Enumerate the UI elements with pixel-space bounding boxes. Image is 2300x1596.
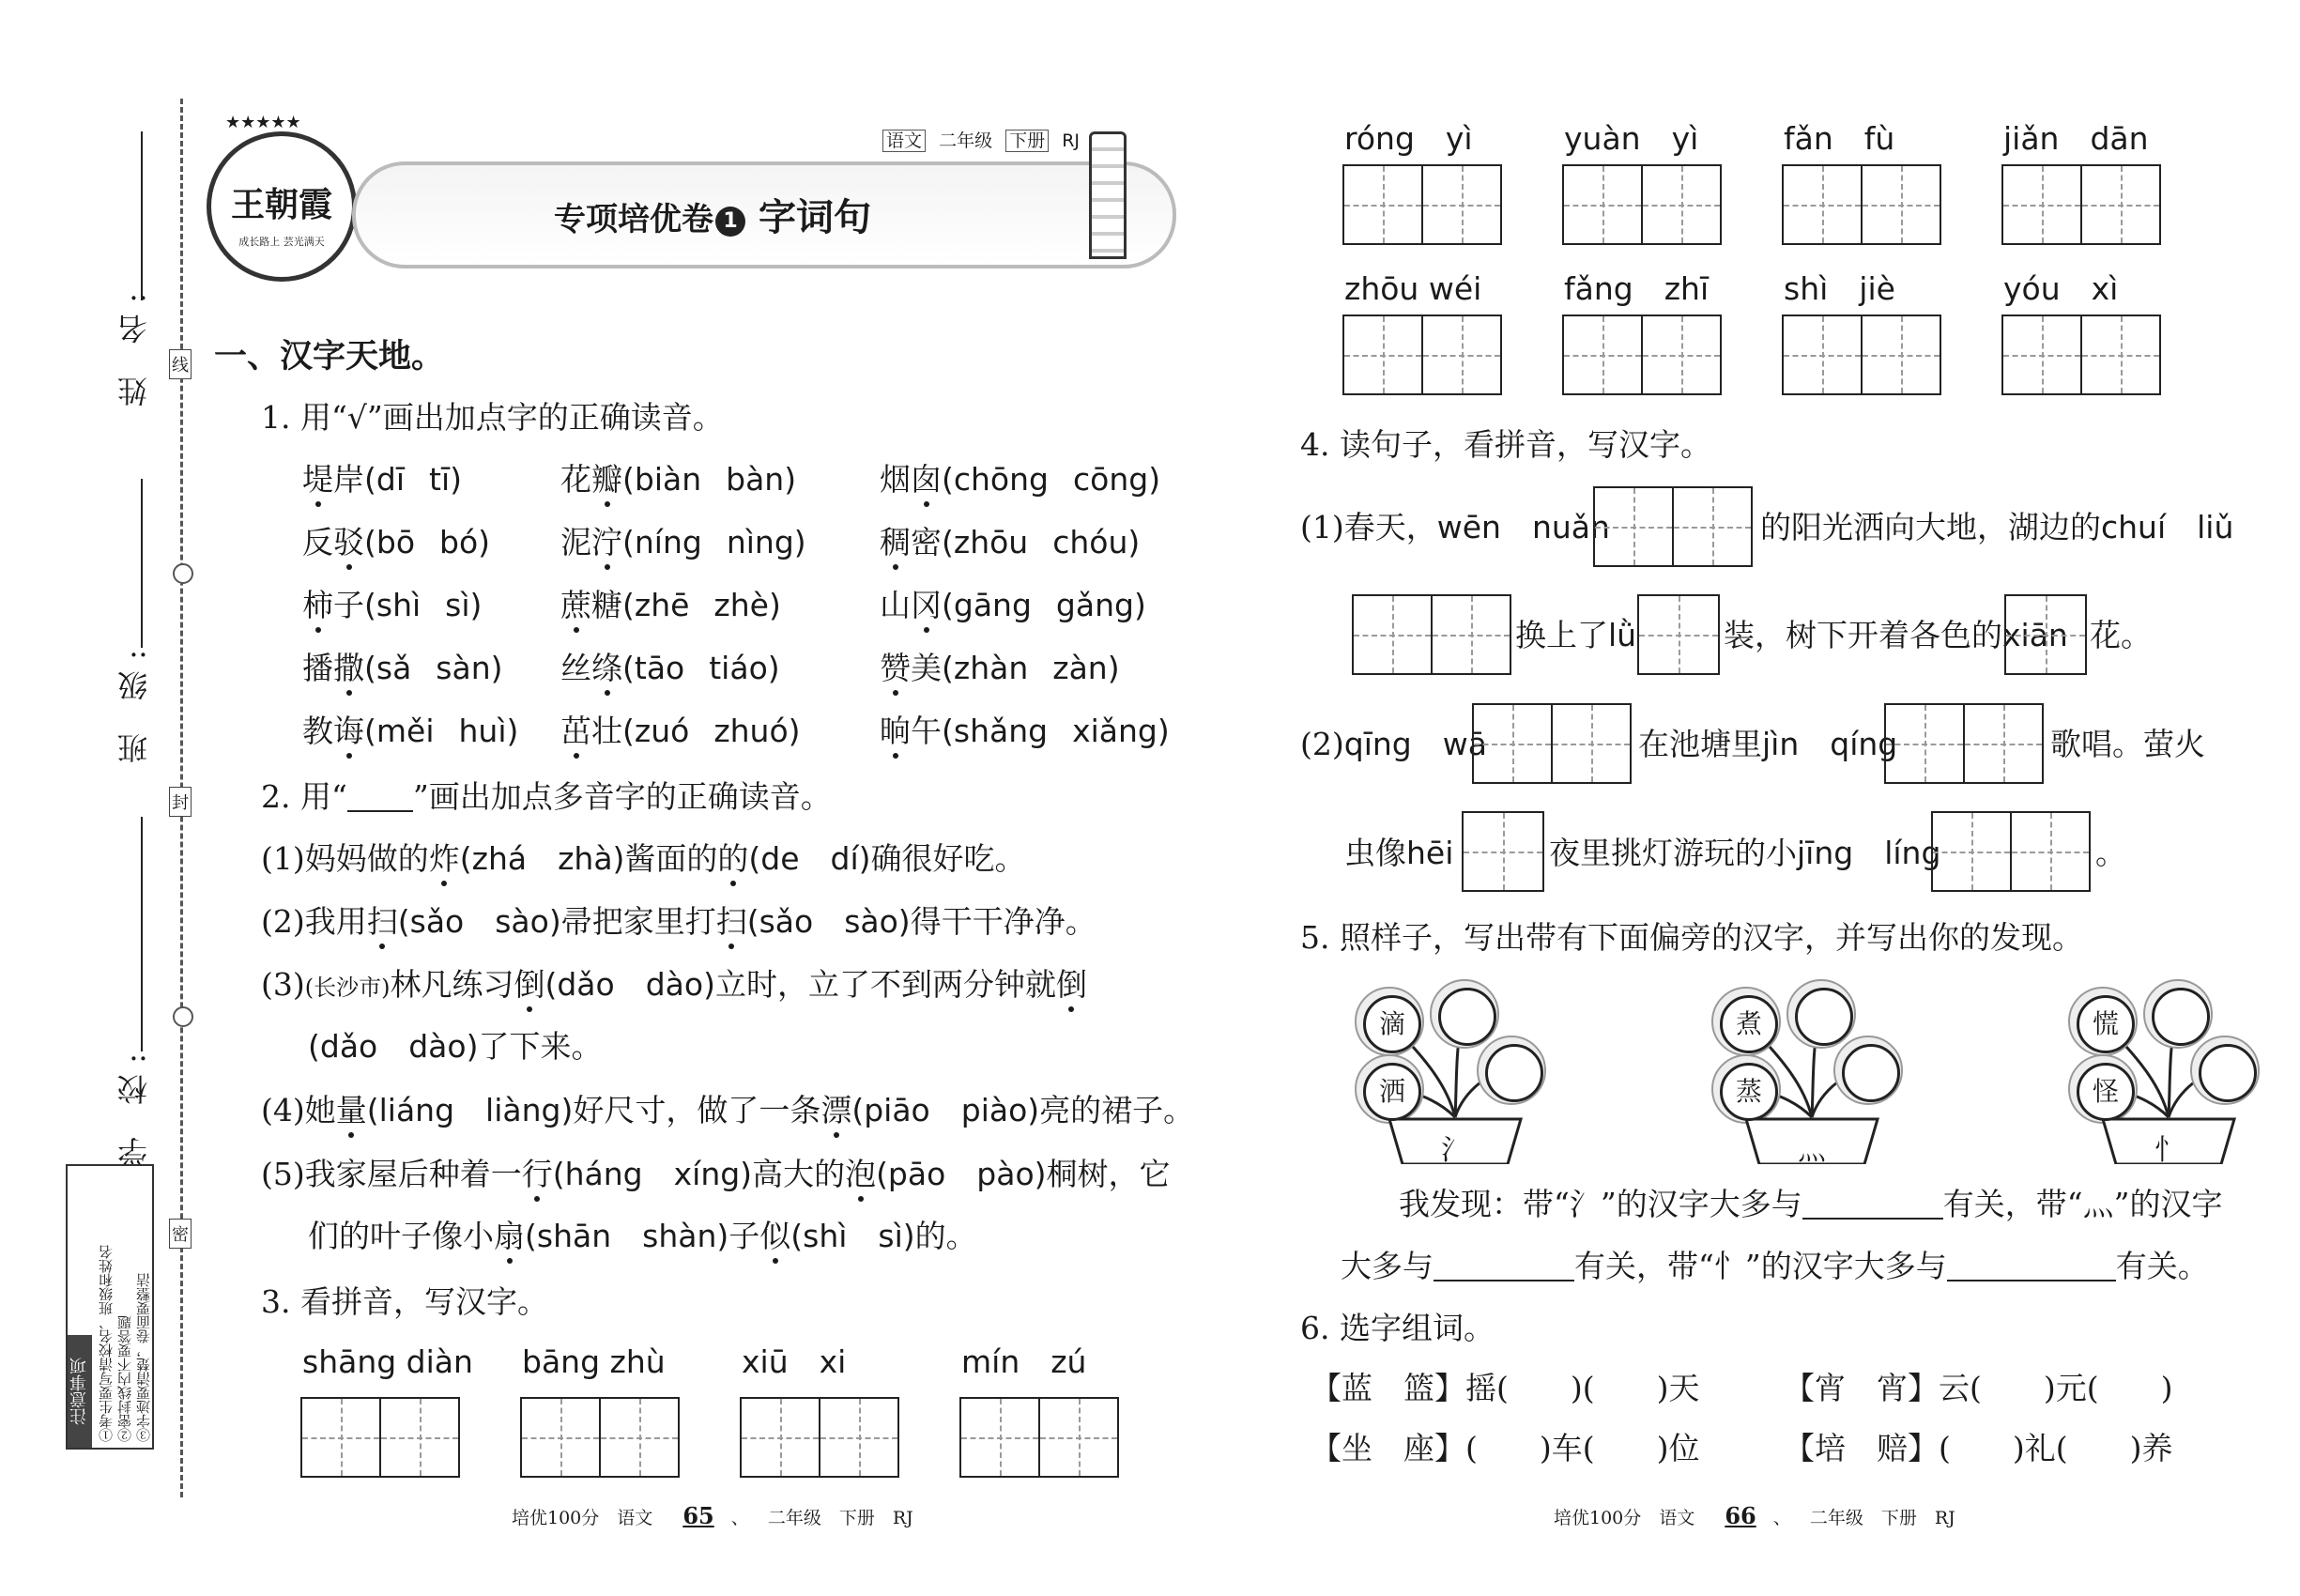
pinyin-choice[interactable]: (liáng liàng) — [366, 1092, 574, 1128]
pinyin-option-a[interactable]: zhàn — [953, 650, 1029, 686]
pinyin-options[interactable]: (sǎ sàn) — [364, 650, 503, 686]
pinyin-options[interactable]: (měi huì) — [364, 713, 519, 749]
writing-box[interactable] — [1562, 164, 1722, 245]
q1-item — [302, 587, 483, 623]
pinyin: hēi — [1406, 835, 1454, 871]
pinyin-choice[interactable]: (sǎo sào) — [746, 903, 911, 940]
q4-line-2b: 装，树下开着各色的xiān — [1724, 617, 2068, 653]
q3-pinyin-label: róng yì — [1344, 120, 1473, 157]
pinyin-options[interactable]: (zhē zhè) — [622, 587, 781, 623]
q4-line-2: 换上了lǜ — [1515, 617, 1637, 653]
pinyin-option-b[interactable]: zàn — [1052, 650, 1108, 686]
page-number: 65 — [682, 1502, 714, 1529]
answer-circle[interactable] — [2152, 988, 2210, 1046]
dotted-char: 扫 — [715, 903, 747, 940]
pinyin-options[interactable]: (dī tī) — [364, 461, 462, 498]
word-text: 丝绦 — [560, 650, 622, 686]
q2-sentence-3-cont[interactable]: (dǎo dào)了下来。 — [308, 1028, 603, 1065]
q4-line-4: 虫像hēi — [1344, 835, 1454, 871]
underline-sample — [347, 810, 413, 812]
q3-pinyin-label: fǎng zhī — [1564, 270, 1710, 307]
pinyin-choice[interactable]: (piāo piào) — [851, 1092, 1040, 1128]
pinyin: chuí liǔ — [2101, 509, 2234, 545]
q3-pinyin-label: fǎn fù — [1784, 120, 1895, 157]
pinyin-option-a[interactable]: tāo — [634, 650, 685, 686]
writing-box[interactable] — [740, 1397, 899, 1478]
word-text: 反驳 — [302, 524, 364, 560]
q1-item — [560, 713, 801, 749]
lighthouse-icon — [1089, 131, 1127, 259]
q1-prompt: 1. 用“√”画出加点字的正确读音。 — [261, 399, 724, 436]
meta-row — [882, 127, 1080, 152]
q1-item — [880, 587, 1146, 623]
example-char: 怪 — [2077, 1063, 2135, 1121]
pinyin-option-a[interactable]: chōng — [953, 461, 1049, 498]
q3-pinyin-label: zhōu wéi — [1344, 270, 1482, 307]
binding-hole-icon — [173, 1006, 193, 1027]
q1-item — [880, 524, 1141, 560]
answer-circle[interactable] — [1795, 988, 1853, 1046]
writing-box[interactable] — [2004, 594, 2087, 675]
q6-row-1b[interactable]: 【宵 宵】云( )元( ) — [1784, 1370, 2173, 1406]
pinyin: qīng wā — [1343, 726, 1487, 762]
q1-item — [302, 650, 503, 686]
word-text: 稠密 — [880, 524, 942, 560]
q1-item — [302, 461, 462, 498]
q4-line-3: (2)qīng wā — [1300, 726, 1487, 762]
answer-circle[interactable] — [1485, 1044, 1543, 1102]
note-2: ②密封线内不要答题 — [116, 1315, 133, 1442]
example-char: 洒 — [1363, 1063, 1421, 1121]
q1-word — [880, 587, 942, 623]
q4-prompt: 4. 读句子，看拼音，写汉字。 — [1300, 426, 1711, 463]
title-topic: 字词句 — [759, 196, 871, 239]
pinyin-option-a[interactable]: gāng — [953, 587, 1032, 623]
q1-item — [560, 524, 806, 560]
pinyin: xiān — [2002, 617, 2068, 653]
pinyin-options[interactable]: (biàn bàn) — [622, 461, 797, 498]
word-text: 教诲 — [302, 713, 364, 749]
pinyin-option-a[interactable]: zhē — [634, 587, 690, 623]
dotted-char: 炸 — [428, 840, 460, 877]
name-label: 姓 名: — [116, 282, 152, 407]
pinyin-option-b[interactable]: tī — [429, 461, 451, 498]
writing-box[interactable] — [1884, 703, 2044, 784]
q4-line-4c: 。 — [2095, 835, 2126, 871]
q3-pinyin-label: shì jiè — [1784, 270, 1895, 307]
pinyin-option-b[interactable]: nìng — [726, 524, 794, 560]
q1-item — [302, 713, 519, 749]
meta-volume: 下册 — [1005, 130, 1049, 152]
pinyin: jìn qíng — [1762, 726, 1898, 762]
pinyin-options[interactable]: (gāng gǎng) — [942, 587, 1146, 623]
q2-sentence-5-cont: 们的叶子像小扇(shān shàn)子似(shì sì)的。 — [308, 1218, 977, 1254]
pinyin-option-b[interactable]: sì — [445, 587, 470, 623]
class-underline[interactable] — [141, 479, 143, 648]
writing-box[interactable] — [1342, 164, 1502, 245]
word-text: 花瓣 — [560, 461, 622, 498]
q2-sentence-3: (3)(长沙市)林凡练习倒(dǎo dào)立时，立了不到两分钟就倒 — [261, 966, 1087, 1003]
word-text: 蔗糖 — [560, 587, 622, 623]
dotted-char: 扫 — [366, 903, 398, 940]
seal-char-2: 封 — [169, 787, 192, 817]
q3-pinyin-label: bāng zhù — [522, 1343, 666, 1380]
school-underline[interactable] — [141, 817, 143, 1051]
meta-edition: RJ — [1062, 130, 1080, 151]
binding-strip — [0, 0, 188, 1596]
q2-sentence-4: (4)她量(liáng liàng)好尺寸，做了一条漂(piāo piào)亮的裙子。 — [261, 1092, 1195, 1128]
pinyin-options[interactable]: (shǎng xiǎng) — [942, 713, 1170, 749]
q6-prompt: 6. 选字组词。 — [1300, 1310, 1495, 1346]
word-text: 山冈 — [880, 587, 942, 623]
pinyin-options[interactable]: (chōng cōng) — [942, 461, 1161, 498]
meta-grade: 二年级 — [939, 130, 993, 151]
q4-line-1b: 的阳光洒向大地，湖边的chuí liǔ — [1760, 509, 2234, 545]
brand-logo — [207, 131, 357, 282]
writing-box[interactable] — [520, 1397, 680, 1478]
note-1: ①考生要写清校名、班级和姓名 — [98, 1245, 115, 1442]
q4-line-3b: 在池塘里jìn qíng — [1638, 726, 1898, 762]
word-text: 柿子 — [302, 587, 364, 623]
word-text: 晌午 — [880, 713, 942, 749]
meta-subject: 语文 — [882, 130, 926, 152]
name-underline[interactable] — [141, 131, 143, 300]
footer-right: 培优100分 语文 66 、 二年级 下册 RJ — [1554, 1502, 1955, 1529]
q2-prompt-post: ”画出加点多音字的正确读音。 — [412, 778, 832, 815]
q1-item — [880, 650, 1120, 686]
pinyin-choice[interactable]: (shān shàn) — [525, 1218, 729, 1254]
pinyin-option-b[interactable]: cōng — [1073, 461, 1149, 498]
q5-prompt: 5. 照样子，写出带有下面偏旁的汉字，并写出你的发现。 — [1300, 919, 2083, 956]
star-icon: ★★★★★ — [225, 113, 301, 132]
flower-pot-diagram — [2065, 976, 2272, 1167]
dotted-char: 倒 — [1055, 966, 1087, 1003]
note-3: ③字迹要清楚，卷面要整洁 — [135, 1273, 152, 1442]
title-text: 专项培优卷 — [554, 201, 713, 238]
class-label: 班 级: — [116, 638, 152, 763]
pinyin: jīng líng — [1797, 835, 1941, 871]
dotted-char: 的 — [717, 840, 749, 877]
q1-item — [560, 650, 780, 686]
section-1-title: 一、汉字天地。 — [214, 337, 445, 376]
pinyin-option-b[interactable]: bàn — [726, 461, 785, 498]
q2-prompt — [261, 778, 832, 815]
q1-word — [560, 461, 622, 498]
writing-box[interactable] — [2001, 315, 2161, 395]
writing-box[interactable] — [1562, 315, 1722, 395]
pinyin-option-a[interactable]: zuó — [634, 713, 690, 749]
q1-item — [560, 587, 781, 623]
q3-pinyin-label: mín zú — [961, 1343, 1087, 1380]
pinyin-option-b[interactable]: sàn — [436, 650, 491, 686]
q1-item — [880, 461, 1161, 498]
q3-pinyin-label: yóu xì — [2003, 270, 2119, 307]
q3-pinyin-label: jiǎn dān — [2003, 120, 2149, 157]
q1-word — [880, 524, 942, 560]
school-label: 学 校: — [116, 1042, 152, 1167]
pinyin: lǜ — [1608, 617, 1637, 653]
answer-circle[interactable] — [1842, 1044, 1900, 1102]
writing-box[interactable] — [1782, 315, 1941, 395]
pinyin-option-a[interactable]: sǎ — [376, 650, 412, 686]
q1-word — [302, 650, 364, 686]
writing-box[interactable] — [1782, 164, 1941, 245]
pinyin-choice[interactable]: (zhá zhà) — [459, 840, 625, 877]
city-tag: (长沙市) — [304, 974, 391, 1001]
q6-row-1a[interactable]: 【蓝 篮】摇( )( )天 — [1311, 1370, 1700, 1406]
q1-word — [880, 461, 942, 498]
q1-word — [560, 713, 622, 749]
pinyin-option-a[interactable]: zhōu — [953, 524, 1029, 560]
q3-pinyin-label: shāng diàn — [302, 1343, 473, 1380]
pinyin-options[interactable]: (bō bó) — [364, 524, 491, 560]
q5-finding-1: 我发现：带“氵”的汉字大多与 有关，带“灬”的汉字 — [1399, 1186, 2223, 1222]
notes-box — [66, 1164, 154, 1450]
q2-sentence-1: (1)妈妈做的炸(zhá zhà)酱面的的(de dí)确很好吃。 — [261, 840, 1026, 877]
pinyin-options[interactable]: (zhōu chóu) — [942, 524, 1141, 560]
pinyin-options[interactable]: (zhàn zàn) — [942, 650, 1120, 686]
writing-box[interactable] — [1472, 703, 1632, 784]
pinyin-choice[interactable]: (sǎo sào) — [397, 903, 561, 940]
pinyin-option-b[interactable]: zhuó — [713, 713, 789, 749]
radical-label: 忄 — [2154, 1134, 2183, 1167]
binding-hole-icon — [173, 563, 193, 584]
q4-line-1: (1)春天，wēn nuǎn — [1300, 509, 1610, 545]
brand-name: 王朝霞 — [230, 185, 332, 224]
q3-pinyin-label: yuàn yì — [1564, 120, 1699, 157]
seal-char-1: 线 — [169, 349, 192, 379]
example-char: 煮 — [1720, 995, 1778, 1053]
q1-item — [302, 524, 491, 560]
q5-finding-2: 大多与 有关，带“忄”的汉字大多与 有关。 — [1341, 1248, 2209, 1284]
example-char: 蒸 — [1720, 1063, 1778, 1121]
pinyin-option-a[interactable]: shì — [376, 587, 422, 623]
title-number-badge: 1 — [715, 207, 745, 237]
answer-circle[interactable] — [1438, 988, 1496, 1046]
pinyin: wēn nuǎn — [1436, 509, 1610, 545]
pinyin-option-a[interactable]: dī — [376, 461, 405, 498]
q2-sentence-2: (2)我用扫(sǎo sào)帚把家里打扫(sǎo sào)得干干净净。 — [261, 903, 1096, 940]
word-text: 赞美 — [880, 650, 942, 686]
q1-word — [302, 587, 364, 623]
q1-word — [880, 650, 942, 686]
pinyin-choice[interactable]: (pāo pào) — [876, 1156, 1047, 1192]
footer-mark: 、 — [1772, 1508, 1791, 1528]
pinyin-option-b[interactable]: xiǎng — [1072, 713, 1158, 749]
writing-box[interactable] — [2001, 164, 2161, 245]
q6-row-2b[interactable]: 【培 赔】( )礼( )养 — [1784, 1430, 2173, 1466]
pinyin-options[interactable]: (tāo tiáo) — [622, 650, 780, 686]
pinyin-option-b[interactable]: huì — [458, 713, 507, 749]
q3-prompt: 3. 看拼音，写汉字。 — [261, 1283, 548, 1320]
q4-line-3c: 歌唱。萤火 — [2050, 726, 2205, 762]
brand-motto: 成长路上 芸光满天 — [238, 236, 325, 248]
dotted-char: 量 — [335, 1092, 367, 1128]
word-text: 播撒 — [302, 650, 364, 686]
dotted-char: 倒 — [514, 966, 545, 1003]
q4-line-4b: 夜里挑灯游玩的小jīng líng — [1549, 835, 1941, 871]
q1-word — [560, 524, 622, 560]
pinyin-option-b[interactable]: tiáo — [709, 650, 768, 686]
pinyin-options[interactable]: (níng nìng) — [622, 524, 806, 560]
answer-line[interactable] — [1802, 1218, 1943, 1220]
dotted-char: 扇 — [494, 1218, 525, 1254]
flower-pot-diagram — [1709, 976, 1915, 1167]
dotted-char: 行 — [521, 1156, 553, 1192]
q1-word — [302, 713, 364, 749]
pinyin-option-a[interactable]: biàn — [634, 461, 702, 498]
pinyin-option-b[interactable]: gǎng — [1055, 587, 1134, 623]
notes-title: 注意事项 — [68, 1335, 92, 1448]
page-title — [554, 188, 871, 241]
word-text: 茁壮 — [560, 713, 622, 749]
q1-word — [560, 650, 622, 686]
pinyin-option-a[interactable]: níng — [634, 524, 702, 560]
footer-mark: 、 — [730, 1508, 749, 1528]
radical-label: 氵 — [1441, 1134, 1469, 1167]
pinyin-options[interactable]: (zuó zhuó) — [622, 713, 801, 749]
seal-char-3: 密 — [169, 1219, 192, 1249]
q6-row-2a[interactable]: 【坐 座】( )车( )位 — [1311, 1430, 1700, 1466]
writing-box[interactable] — [300, 1397, 460, 1478]
q2-sentence-5: (5)我家屋后种着一行(háng xíng)高大的泡(pāo pào)桐树，它 — [261, 1156, 1171, 1192]
writing-box[interactable] — [1637, 594, 1720, 675]
writing-box[interactable] — [959, 1397, 1119, 1478]
pinyin-options[interactable]: (shì sì) — [364, 587, 483, 623]
flower-pot-diagram — [1352, 976, 1558, 1167]
q1-word — [302, 461, 364, 498]
writing-box[interactable] — [1593, 486, 1753, 567]
q1-item — [560, 461, 797, 498]
pinyin-option-a[interactable]: shǎng — [953, 713, 1049, 749]
pinyin-option-b[interactable]: zhè — [713, 587, 769, 623]
answer-line[interactable] — [1947, 1280, 2116, 1281]
pinyin-choice[interactable]: (dǎo dào) — [544, 966, 715, 1003]
word-text: 烟囱 — [880, 461, 942, 498]
dotted-char: 泡 — [845, 1156, 877, 1192]
example-char: 慌 — [2077, 995, 2135, 1053]
example-char: 滴 — [1363, 995, 1421, 1053]
pinyin-option-b[interactable]: bó — [439, 524, 479, 560]
writing-box[interactable] — [1342, 315, 1502, 395]
pinyin-choice[interactable]: (háng xíng) — [552, 1156, 753, 1192]
dotted-char: 漂 — [820, 1092, 852, 1128]
writing-box[interactable] — [1352, 594, 1511, 675]
word-text: 堤岸 — [302, 461, 364, 498]
q3-pinyin-label: xiū xi — [742, 1343, 847, 1380]
pinyin-choice[interactable]: (de dí) — [748, 840, 871, 877]
pinyin-option-b[interactable]: chóu — [1052, 524, 1128, 560]
q4-line-2c: 花。 — [2090, 617, 2152, 653]
footer-left: 培优100分 语文 65 、 二年级 下册 RJ — [512, 1502, 913, 1529]
q1-word — [880, 713, 942, 749]
pinyin-option-a[interactable]: bō — [376, 524, 416, 560]
answer-line[interactable] — [1434, 1280, 1574, 1281]
writing-box[interactable] — [1462, 811, 1544, 892]
pinyin-option-a[interactable]: měi — [376, 713, 435, 749]
header-banner — [207, 113, 1183, 272]
page-number: 66 — [1725, 1502, 1756, 1529]
q1-word — [302, 524, 364, 560]
dotted-char: 似 — [759, 1218, 791, 1254]
writing-box[interactable] — [1931, 811, 2091, 892]
radical-label: 灬 — [1798, 1134, 1826, 1167]
pinyin-choice[interactable]: (shì sì) — [790, 1218, 915, 1254]
q1-item — [880, 713, 1170, 749]
q1-word — [560, 587, 622, 623]
q2-prompt-pre: 2. 用“ — [261, 778, 347, 815]
word-text: 泥泞 — [560, 524, 622, 560]
q1-grid — [302, 461, 1175, 764]
answer-circle[interactable] — [2199, 1044, 2257, 1102]
